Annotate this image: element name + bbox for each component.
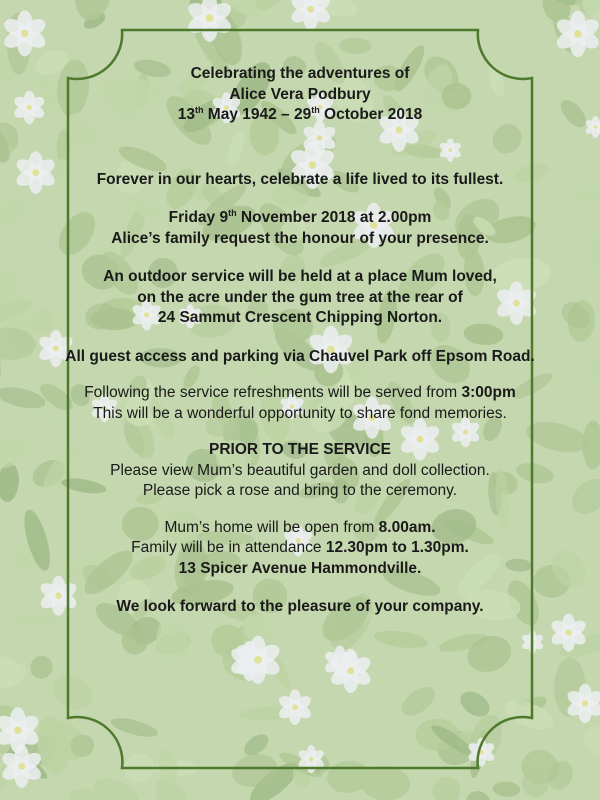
service-address: 24 Sammut Crescent Chipping Norton. bbox=[157, 309, 443, 326]
refreshments-line-1: Following the service refreshments will be served from 3:00pm bbox=[84, 384, 516, 401]
prior-line-2: Please pick a rose and bring to the ceremony. bbox=[142, 482, 458, 499]
service-line-2: on the acre under the gum tree at the rear of bbox=[137, 288, 463, 306]
event-date: Friday 9th November 2018 at 2.00pm bbox=[168, 208, 432, 226]
life-dates: 13th May 1942 – 29th October 2018 bbox=[177, 105, 423, 123]
closing-line: We look forward to the pleasure of your company. bbox=[116, 598, 484, 615]
home-address: 13 Spicer Avenue Hammondville. bbox=[178, 559, 422, 577]
tagline: Forever in our hearts, celebrate a life lived to its fullest. bbox=[96, 170, 504, 188]
prior-line-1: Please view Mum’s beautiful garden and doll collection. bbox=[110, 461, 490, 479]
family-request: Alice’s family request the honour of your presence. bbox=[111, 229, 489, 247]
home-open-time: Mum’s home will be open from 8.00am. bbox=[164, 518, 436, 536]
prior-heading: PRIOR TO THE SERVICE bbox=[208, 441, 392, 458]
family-attendance: Family will be in attendance 12.30pm to 1.30pm. bbox=[131, 539, 469, 556]
parking-info: All guest access and parking via Chauvel Park off Epsom Road. bbox=[65, 347, 535, 365]
refreshments-line-2: This will be a wonderful opportunity to share fond memories. bbox=[93, 404, 507, 422]
deceased-name: Alice Vera Podbury bbox=[229, 85, 371, 103]
invitation-text bbox=[30, 64, 570, 618]
service-line-1: An outdoor service will be held at a place Mum loved, bbox=[103, 268, 497, 285]
intro-line: Celebrating the adventures of bbox=[190, 65, 410, 82]
